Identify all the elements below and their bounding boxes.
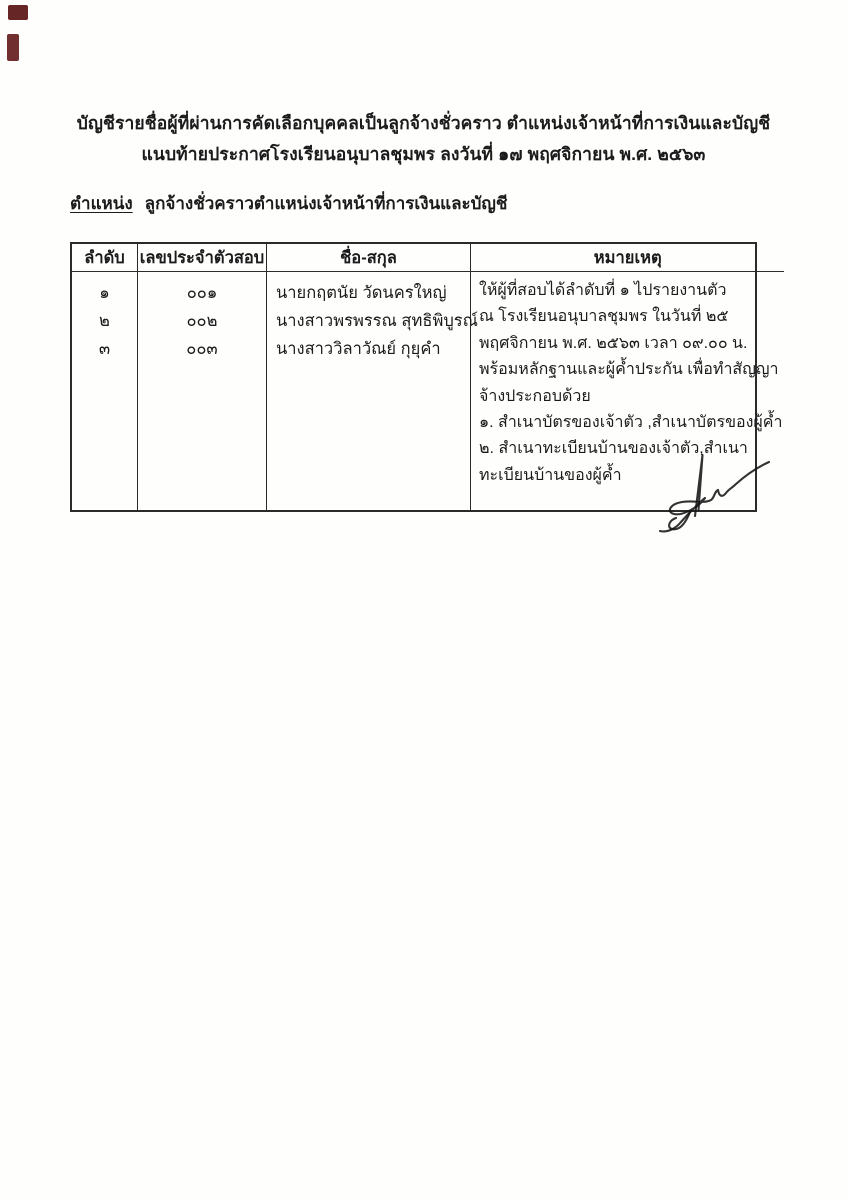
position-line (70, 190, 507, 217)
column-name (267, 272, 478, 510)
title-line-1: บัญชีรายชื่อผู้ที่ผ่านการคัดเลือกบุคคลเป็นลูกจ้างชั่วคราว ตำแหน่งเจ้าหน้าที่การเงินและบัญชี (76, 113, 771, 133)
exam-id-value: ๐๐๒ (186, 312, 218, 330)
position-label: ตำแหน่ง (70, 194, 133, 213)
position-value: ลูกจ้างชั่วคราวตำแหน่งเจ้าหน้าที่การเงินและบัญชี (144, 194, 508, 213)
order-value: ๑ (99, 284, 110, 302)
remark-line: ทะเบียนบ้านของผู้ค้ำ (479, 466, 622, 484)
title-line-2: แนบท้ายประกาศโรงเรียนอนุบาลชุมพร ลงวันที่ ๑๗ พฤศจิกายน พ.ศ. ๒๕๖๓ (141, 144, 706, 164)
remark-line: จ้างประกอบด้วย (479, 387, 591, 405)
remark-line: ให้ผู้ที่สอบได้ลำดับที่ ๑ ไปรายงานตัว (479, 282, 727, 299)
candidate-name: นางสาวพรพรรณ สุทธิพิบูรณ์ (276, 312, 478, 330)
candidate-name: นางสาววิลาวัณย์ กุยุคำ (276, 340, 441, 358)
remark-line: ณ โรงเรียนอนุบาลชุมพร ในวันที่ ๒๕ (479, 308, 729, 326)
remark-line: ๑. สำเนาบัตรของเจ้าตัว ,สำเนาบัตรของผู้ค้ำ (479, 414, 783, 432)
handwritten-signature (608, 436, 790, 538)
order-value: ๒ (99, 312, 110, 330)
column-order (72, 272, 138, 510)
remark-line: พฤศจิกายน พ.ศ. ๒๕๖๓ เวลา ๐๙.๐๐ น. (479, 334, 748, 352)
order-value: ๓ (98, 340, 111, 358)
scan-artifact-mark (7, 34, 19, 61)
table-header-order: ลำดับ (72, 244, 138, 272)
column-exam-id (138, 272, 267, 510)
remark-line: ๒. สำเนาทะเบียนบ้านของเจ้าตัว,สำเนา (479, 440, 748, 458)
table-header-name: ชื่อ-สกุล (267, 244, 471, 272)
table-header-remark: หมายเหตุ (471, 244, 784, 272)
table-header-exam-id: เลขประจำตัวสอบ (138, 244, 267, 272)
exam-id-value: ๐๐๑ (186, 284, 218, 302)
candidate-name: นายกฤตนัย วัดนครใหญ่ (276, 284, 447, 302)
document-title (0, 108, 847, 170)
exam-id-value: ๐๐๓ (186, 340, 218, 358)
scan-artifact-mark (8, 5, 28, 20)
remark-line: พร้อมหลักฐานและผู้ค้ำประกัน เพื่อทำสัญญา (479, 361, 779, 379)
